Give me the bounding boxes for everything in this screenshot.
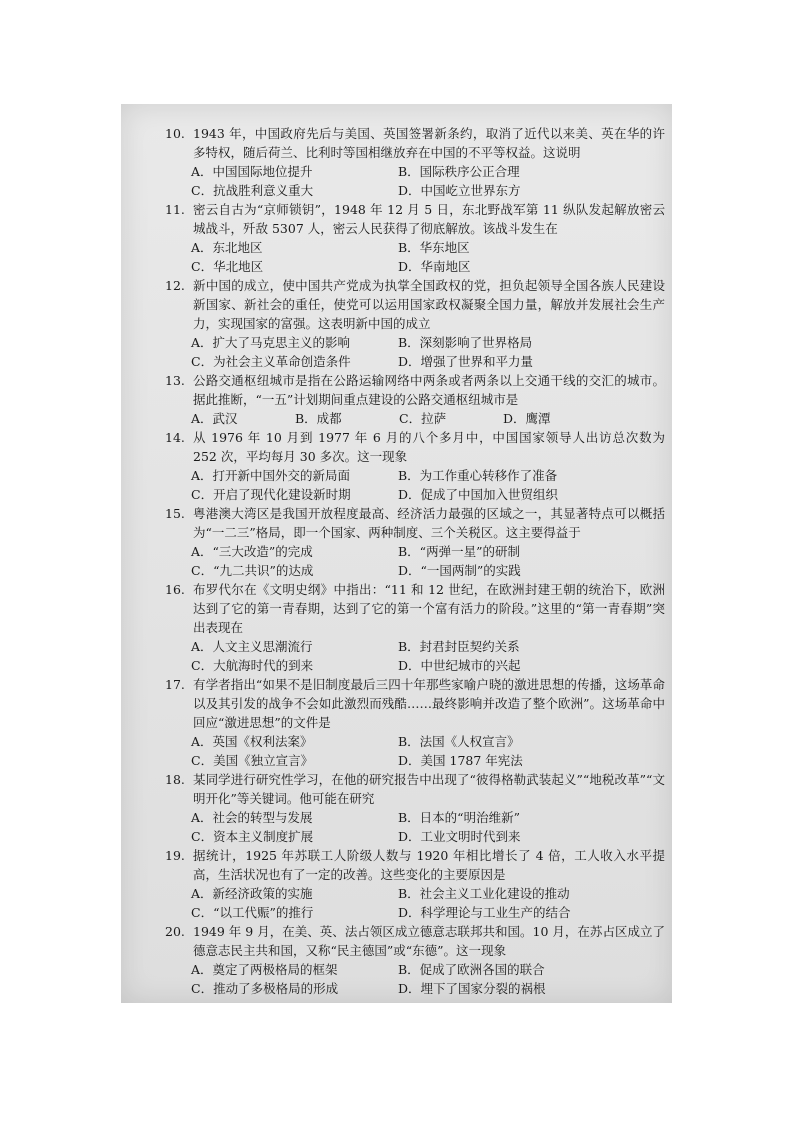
question-text: 布罗代尔在《文明史纲》中指出：“11 和 12 世纪，在欧洲封建王朝的统治下，欧洲达到了它的第一青春期，达到了它的第一个富有活力的阶段。”这里的“第一青春期”突出表现在 [193, 582, 665, 635]
answer-options [165, 409, 665, 428]
answer-option: C．“以工代赈”的推行 [191, 905, 314, 920]
question-text: 密云自古为“京师锁钥”，1948 年 12 月 5 日，东北野战军第 11 纵队发起解放密云城战斗，歼敌 5307 人，密云人民获得了彻底解放。该战斗发生在 [193, 202, 665, 236]
answer-option: C．美国《独立宣言》 [191, 753, 314, 768]
question-number: 20. [165, 924, 185, 939]
answer-option: A．“三大改造”的完成 [191, 544, 313, 559]
question-item [165, 580, 665, 675]
answer-option: D．中世纪城市的兴起 [398, 658, 521, 673]
answer-option: C．华北地区 [191, 259, 264, 274]
answer-options [165, 162, 665, 200]
question-text: 从 1976 年 10 月到 1977 年 6 月的八个多月中，中国国家领导人出访总次数为 252 次，平均每月 30 多次。这一现象 [193, 430, 665, 464]
question-number: 12. [165, 278, 185, 293]
answer-option: C．推动了多极格局的形成 [191, 981, 339, 996]
answer-option: A．奠定了两极格局的框架 [191, 962, 338, 977]
answer-options [165, 542, 665, 580]
answer-options [165, 637, 665, 675]
answer-option: A．中国国际地位提升 [191, 164, 313, 179]
answer-option: B．社会主义工业化建设的推动 [398, 886, 570, 901]
answer-option: D．增强了世界和平力量 [398, 354, 534, 369]
question-stem [165, 770, 665, 808]
question-stem [165, 846, 665, 884]
question-number: 15. [165, 506, 185, 521]
scanned-exam-page [121, 104, 672, 1003]
question-item [165, 846, 665, 922]
question-item [165, 675, 665, 770]
question-number: 16. [165, 582, 185, 597]
question-stem [165, 124, 665, 162]
question-text: 粤港澳大湾区是我国开放程度最高、经济活力最强的区域之一，其显著特点可以概括为“一二三”格局，即一个国家、两种制度、三个关税区。这主要得益于 [193, 506, 665, 540]
question-list [165, 124, 665, 998]
question-text: 1943 年，中国政府先后与美国、英国签署新条约，取消了近代以来美、英在华的许多特权，随后荷兰、比利时等国相继放弃在中国的不平等权益。这说明 [193, 126, 665, 160]
answer-option: C．大航海时代的到来 [191, 658, 314, 673]
question-text: 1949 年 9 月，在美、英、法占领区成立德意志联邦共和国。10 月，在苏占区成立了德意志民主共和国，又称“民主德国”或“东德”。这一现象 [193, 924, 665, 958]
question-number: 17. [165, 677, 185, 692]
answer-option: A．扩大了马克思主义的影响 [191, 335, 351, 350]
question-text: 新中国的成立，使中国共产党成为执掌全国政权的党，担负起领导全国各族人民建设新国家、新社会的重任，使党可以运用国家政权凝聚全国力量，解放并发展社会生产力，实现国家的富强。这表明新中国的成立 [193, 278, 665, 331]
answer-option: C．抗战胜利意义重大 [191, 183, 314, 198]
answer-option: C．开启了现代化建设新时期 [191, 487, 351, 502]
answer-option: B．“两弹一星”的研制 [398, 544, 520, 559]
answer-option: B．为工作重心转移作了准备 [398, 468, 558, 483]
question-number: 11. [165, 202, 185, 217]
question-stem [165, 675, 665, 732]
answer-options [165, 333, 665, 371]
answer-option: A．英国《权利法案》 [191, 734, 313, 749]
answer-option: D．埋下了国家分裂的祸根 [398, 981, 546, 996]
answer-options [165, 732, 665, 770]
question-number: 10. [165, 126, 185, 141]
question-text: 某同学进行研究性学习，在他的研究报告中出现了“彼得格勒武装起义”“地税改革”“文明开化”等关键词。他可能在研究 [193, 772, 665, 806]
question-item [165, 770, 665, 846]
answer-option: B．成都 [295, 411, 342, 426]
question-item [165, 276, 665, 371]
question-stem [165, 504, 665, 542]
question-stem [165, 276, 665, 333]
question-item [165, 922, 665, 998]
answer-option: B．法国《人权宣言》 [398, 734, 520, 749]
question-number: 18. [165, 772, 185, 787]
answer-option: A．打开新中国外交的新局面 [191, 468, 351, 483]
answer-options [165, 884, 665, 922]
question-number: 14. [165, 430, 185, 445]
question-item [165, 371, 665, 428]
answer-options [165, 238, 665, 276]
answer-option: D．美国 1787 年宪法 [398, 753, 523, 768]
answer-option: D．“一国两制”的实践 [398, 563, 521, 578]
answer-option: C．为社会主义革命创造条件 [191, 354, 351, 369]
question-number: 13. [165, 373, 185, 388]
answer-option: A．武汉 [191, 411, 238, 426]
question-item [165, 504, 665, 580]
answer-option: D．鹰潭 [503, 411, 551, 426]
answer-option: D．华南地区 [398, 259, 471, 274]
answer-option: B．日本的“明治维新” [398, 810, 520, 825]
answer-option: D．科学理论与工业生产的结合 [398, 905, 571, 920]
answer-option: B．封君封臣契约关系 [398, 639, 520, 654]
answer-option: A．社会的转型与发展 [191, 810, 313, 825]
question-stem [165, 580, 665, 637]
question-text: 有学者指出“如果不是旧制度最后三四十年那些家喻户晓的激进思想的传播，这场革命以及其引发的战争不会如此激烈而残酷……最终影响并改造了整个欧洲”。这场革命中回应“激进思想”的文件是 [193, 677, 665, 730]
question-text: 据统计，1925 年苏联工人阶级人数与 1920 年相比增长了 4 倍，工人收入水平提高，生活状况也有了一定的改善。这些变化的主要原因是 [193, 848, 665, 882]
answer-option: A．新经济政策的实施 [191, 886, 313, 901]
question-stem [165, 428, 665, 466]
answer-options [165, 960, 665, 998]
answer-options [165, 466, 665, 504]
answer-option: B．华东地区 [398, 240, 470, 255]
question-number: 19. [165, 848, 185, 863]
answer-option: C．拉萨 [399, 411, 447, 426]
question-stem [165, 200, 665, 238]
answer-option: D．促成了中国加入世贸组织 [398, 487, 559, 502]
question-item [165, 428, 665, 504]
answer-option: D．中国屹立世界东方 [398, 183, 521, 198]
answer-option: B．深刻影响了世界格局 [398, 335, 533, 350]
question-item [165, 200, 665, 276]
answer-option: C．“九二共识”的达成 [191, 563, 314, 578]
answer-option: B．促成了欧洲各国的联合 [398, 962, 545, 977]
answer-option: A．人文主义思潮流行 [191, 639, 313, 654]
question-item [165, 124, 665, 200]
answer-option: B．国际秩序公正合理 [398, 164, 520, 179]
answer-options [165, 808, 665, 846]
answer-option: A．东北地区 [191, 240, 263, 255]
question-stem [165, 371, 665, 409]
question-text: 公路交通枢纽城市是指在公路运输网络中两条或者两条以上交通干线的交汇的城市。据此推断，“一五”计划期间重点建设的公路交通枢纽城市是 [193, 373, 665, 407]
question-stem [165, 922, 665, 960]
answer-option: D．工业文明时代到来 [398, 829, 521, 844]
answer-option: C．资本主义制度扩展 [191, 829, 314, 844]
